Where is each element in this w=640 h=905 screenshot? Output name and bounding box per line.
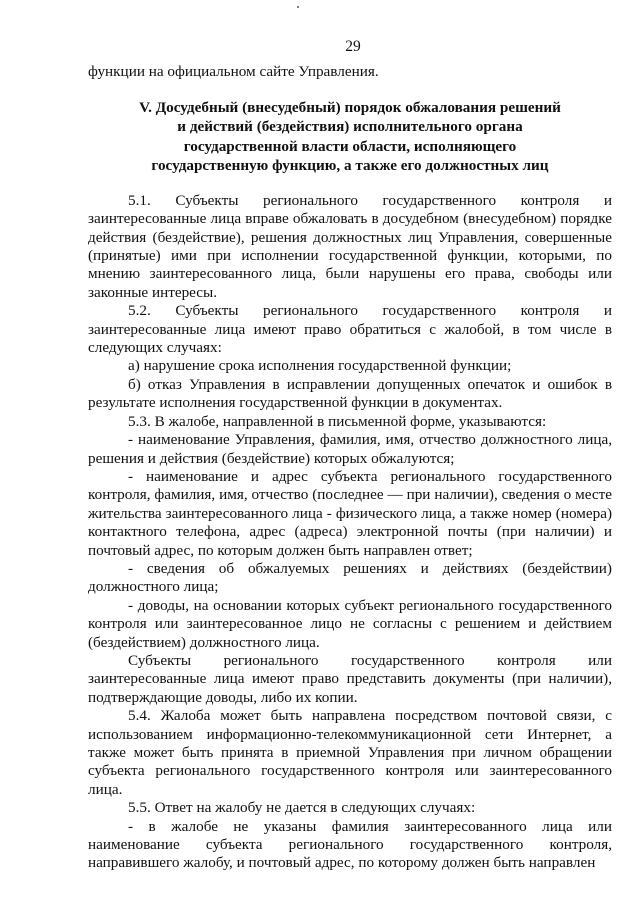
list-item-a: а) нарушение срока исполнения государственной функции; xyxy=(128,357,512,375)
heading-line: государственной власти области, исполняющего xyxy=(183,137,517,155)
paragraph-5-5: 5.5. Ответ на жалобу не дается в следующих случаях: xyxy=(128,799,476,817)
paragraph-5-2: 5.2. Субъекты регионального государственного контроля и заинтересованные лица имеют право обратиться с жалобой, в том числе в следующих случаях: xyxy=(88,302,612,357)
bullet-item: - наименование и адрес субъекта регионального государственного контроля, фамилия, имя, отчество (последнее — при наличии), сведения о месте жительства заинтересованного лица - физического лица, а также номер (номера) контактного телефона, адрес (адреса) электронной почты (при наличии) и почтовый адрес, по которым должен быть направлен ответ; xyxy=(88,467,612,559)
heading-line: V. Досудебный (внесудебный) порядок обжалования решений xyxy=(139,98,561,116)
heading-line: государственную функцию, а также его должностных лиц xyxy=(151,157,549,175)
list-item-b: б) отказ Управления в исправлении допущенных опечаток и ошибок в результате исполнения государственной функции в документах. xyxy=(88,375,612,412)
paragraph-5-3: 5.3. В жалобе, направленной в письменной форме, указываются: xyxy=(128,412,547,430)
bullet-item: - в жалобе не указаны фамилия заинтересованного лица или наименование субъекта регионального государственного контроля, направившего жалобу, и почтовый адрес, по которому должен быть направлен xyxy=(88,817,612,872)
bullet-item: - доводы, на основании которых субъект регионального государственного контроля или заинтересованное лицо не согласны с решением и действием (бездействием) должностного лица. xyxy=(88,596,612,651)
bullet-item: - сведения об обжалуемых решениях и действиях (бездействии) должностного лица; xyxy=(88,559,612,596)
bullet-item: - наименование Управления, фамилия, имя, отчество должностного лица, решения и действия (бездействие) которых обжалуются; xyxy=(88,431,612,467)
heading-line: и действий (бездействия) исполнительного органа xyxy=(177,118,523,136)
page-number: 29 xyxy=(345,38,361,55)
paragraph-documents: Субъекты регионального государственного контроля или заинтересованные лица имеют право представить документы (при наличии), подтверждающие доводы, либо их копии. xyxy=(88,651,612,706)
section-heading xyxy=(88,98,612,176)
document-page xyxy=(88,38,612,873)
paragraph-5-1: 5.1. Субъекты регионального государственного контроля и заинтересованные лица вправе обжаловать в досудебном (внесудебном) порядке действия (бездействие), решения должностных лиц Управления, совершенные (принятые) ими при исполнении государственной функции, которыми, по мнению заинтересованного лица, были нарушены его права, свободы или законные интересы. xyxy=(88,191,612,301)
scan-speck xyxy=(297,6,299,8)
paragraph-5-4: 5.4. Жалоба может быть направлена посредством почтовой связи, с использованием информационно-телекоммуникационной сети Интернет, а также может быть принята в приемной Управления при личном обращении субъекта регионального государственного контроля или заинтересованного лица. xyxy=(88,707,612,798)
continuation-text: функции на официальном сайте Управления. xyxy=(88,63,379,81)
